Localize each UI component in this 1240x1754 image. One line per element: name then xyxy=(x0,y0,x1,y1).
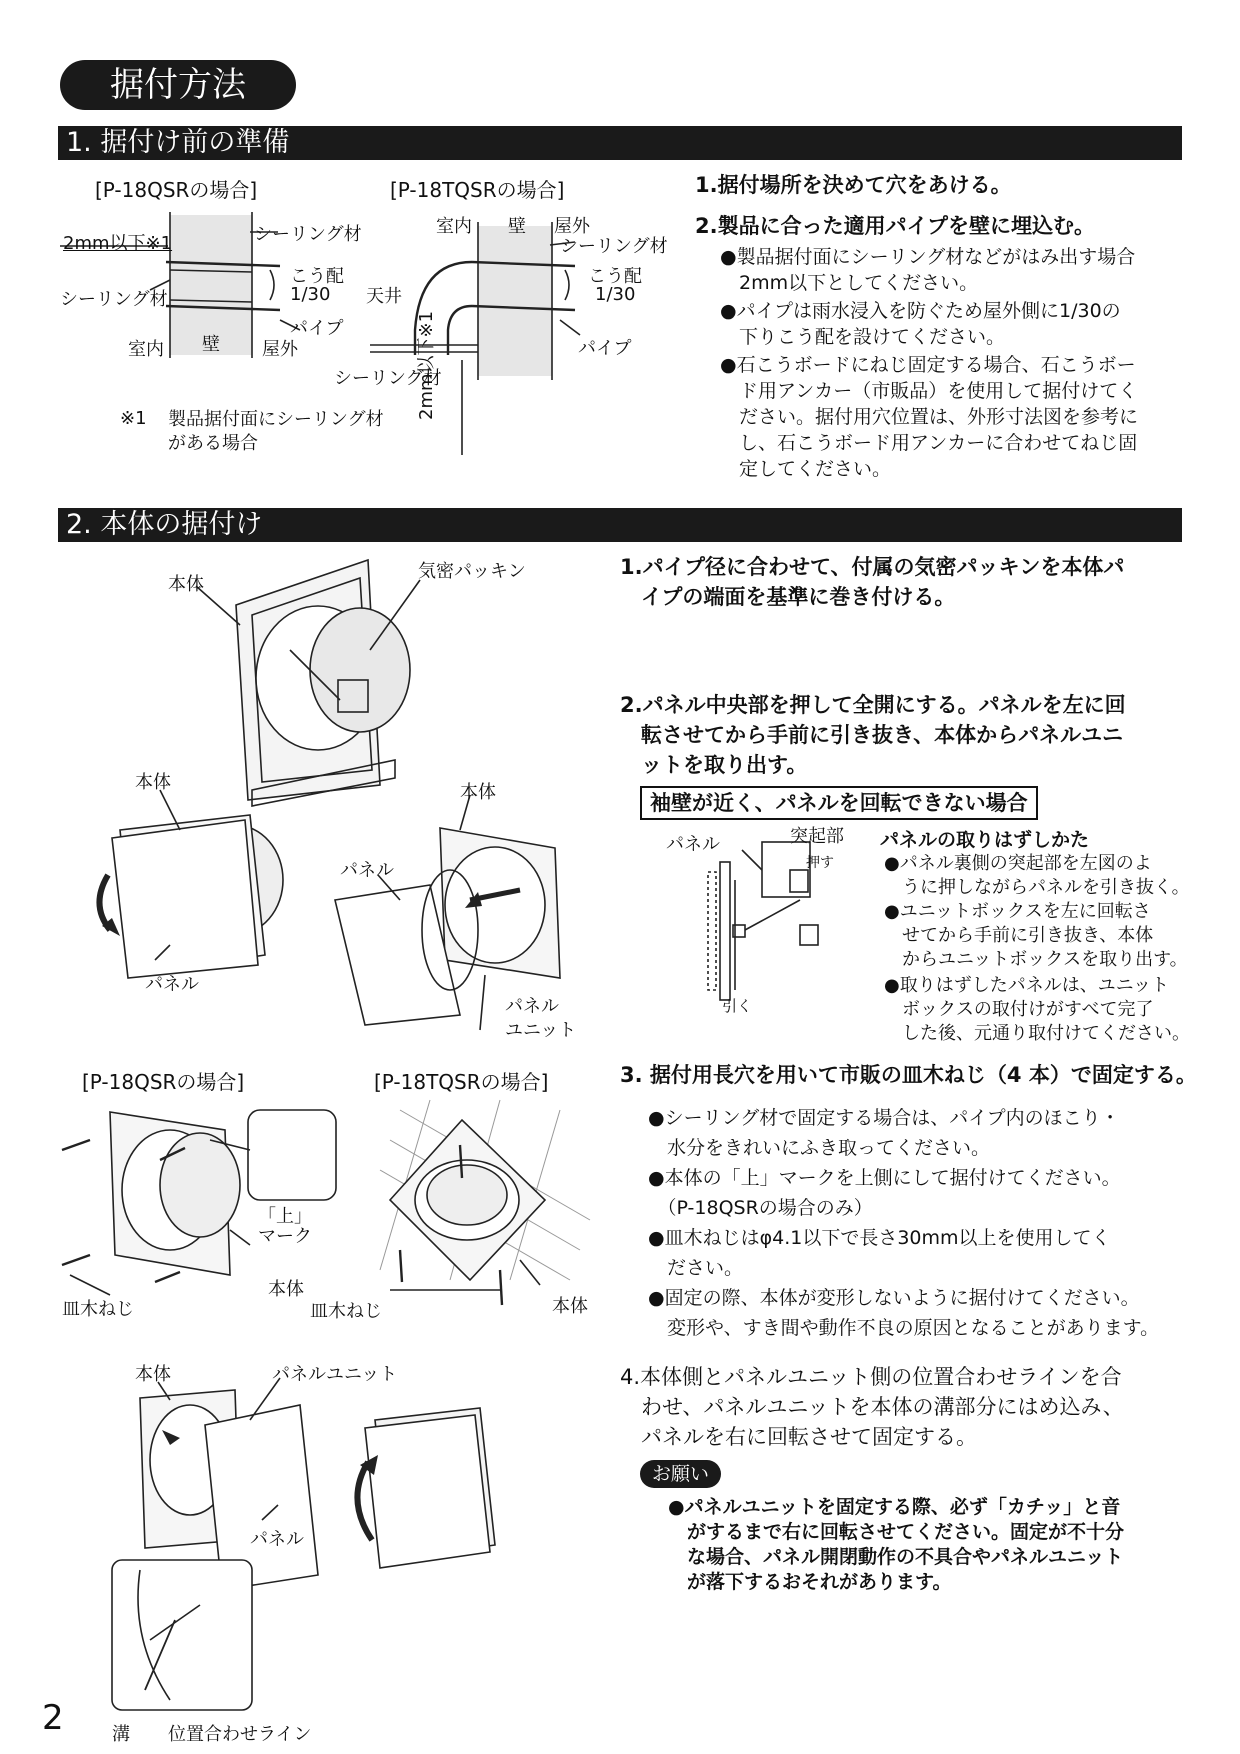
fig2-panel-left: パネル xyxy=(145,974,199,995)
fig2-panel-right: パネル xyxy=(340,860,394,881)
fig-a-outdoor: 屋外 xyxy=(262,339,298,360)
fig-a-slope: こう配 xyxy=(290,266,344,287)
fig-a-sealing-left: シーリング材 xyxy=(60,289,168,310)
fig2-panel-unit: パネル ユニット xyxy=(505,996,577,1041)
small-fig-protrusion: 突起部 xyxy=(790,826,844,847)
step3-bullet-2: ●本体の「上」マークを上側にして据付けてください。 （P-18QSRの場合のみ） xyxy=(648,1167,1121,1219)
fig3-body-a: 本体 xyxy=(268,1279,304,1300)
fig-a-sealing-top: シーリング材 xyxy=(254,224,362,245)
s2-step2: 2.パネル中央部を押して全開にする。パネルを左に回 転させてから手前に引き抜き、本体からパネルユニ ットを取り出す。 xyxy=(620,693,1126,777)
fig4-body: 本体 xyxy=(135,1364,171,1385)
fig3-caption-b: [P-18TQSRの場合] xyxy=(374,1070,549,1094)
fig-b-indoor: 室内 xyxy=(436,216,472,237)
section2-heading: 2. 本体の据付け xyxy=(58,508,1182,542)
onegai-badge: お願い xyxy=(640,1460,721,1488)
side-wall-box-heading: 袖壁が近く、パネルを回転できない場合 xyxy=(640,786,1038,820)
fig4-groove: 溝 xyxy=(112,1724,130,1745)
page-number: 2 xyxy=(42,1698,64,1738)
remove-heading: パネルの取りはずしかた xyxy=(880,829,1090,851)
fig-a-2mm-label: 2mm以下※1 xyxy=(63,233,173,254)
fig-b-outdoor: 屋外 xyxy=(554,216,590,237)
s1-bullet-1: ●製品据付面にシーリング材などがはみ出す場合 2mm以下としてください。 xyxy=(720,246,1136,294)
fig-a-slope-value: 1/30 xyxy=(290,284,331,305)
fig-b-caption: [P-18TQSRの場合] xyxy=(390,178,565,202)
section1-heading: 1. 据付け前の準備 xyxy=(58,126,1182,160)
remove-bullet-2: ●ユニットボックスを左に回転さ せてから手前に引き抜き、本体 からユニットボックスを取り出す。 xyxy=(884,901,1188,970)
small-fig-pull: 引く xyxy=(722,997,753,1015)
fig3-screw-b: 皿木ねじ xyxy=(310,1301,382,1322)
s2-step3: 3. 据付用長穴を用いて市販の皿木ねじ（4 本）で固定する。 xyxy=(620,1063,1197,1087)
fig-a-indoor: 室内 xyxy=(128,339,164,360)
page-title: 据付方法 xyxy=(60,60,296,110)
footnote-text: 製品据付面にシーリング材 がある場合 xyxy=(168,409,384,454)
s2-step4: 4.本体側とパネルユニット側の位置合わせラインを合 わせ、パネルユニットを本体の溝部分にはめ込み、 パネルを右に回転させて固定する。 xyxy=(620,1365,1124,1449)
fig-b-slope-value: 1/30 xyxy=(595,284,636,305)
s1-bullet-3: ●石こうボードにねじ固定する場合、石こうボー ド用アンカー（市販品）を使用して据付けてく ださい。据付用穴位置は、外形寸法図を参考に し、石こうボード用アンカーに合わせてねじ固 定してください。 xyxy=(720,354,1139,480)
step3-bullet-4: ●固定の際、本体が変形しないように据付けてください。 変形や、すき間や動作不良の原因となることがあります。 xyxy=(648,1287,1160,1339)
fig-b-pipe: パイプ xyxy=(578,338,632,359)
s1-step2: 2.製品に合った適用パイプを壁に埋込む。 xyxy=(695,214,1095,238)
fig-a-caption: [P-18QSRの場合] xyxy=(95,178,258,202)
fig4-panel-unit: パネルユニット xyxy=(272,1364,398,1385)
fig-b-slope: こう配 xyxy=(588,266,642,287)
small-fig-panel: パネル xyxy=(666,834,720,855)
panel-unit-install-illustration xyxy=(0,0,1,1)
fig3-body-b: 本体 xyxy=(552,1296,588,1317)
step3-bullet-1: ●シーリング材で固定する場合は、パイプ内のほこり・ 水分をきれいにふき取ってください。 xyxy=(648,1107,1120,1159)
footnote-mark: ※1 xyxy=(120,408,147,429)
fig3-caption-a: [P-18QSRの場合] xyxy=(82,1070,245,1094)
remove-bullet-3: ●取りはずしたパネルは、ユニット ボックスの取付けがすべて完了 した後、元通り取付けてください。 xyxy=(884,975,1190,1044)
remove-bullet-1: ●パネル裏側の突起部を左図のよ うに押しながらパネルを引き抜く。 xyxy=(884,853,1190,898)
fig1-gasket-label: 気密パッキン xyxy=(418,561,526,582)
fig4-panel: パネル xyxy=(250,1529,304,1550)
fig1-body-label: 本体 xyxy=(168,574,204,595)
s1-step1: 1.据付場所を決めて穴をあける。 xyxy=(695,173,1012,197)
fig-b-sealing-bottom: シーリング材 xyxy=(334,368,442,389)
fig3-up-mark: 「上」 マーク xyxy=(258,1206,312,1247)
small-fig-push: 押す xyxy=(806,855,834,871)
fig-b-ceiling: 天井 xyxy=(366,286,402,307)
fig-a-wall: 壁 xyxy=(202,334,220,355)
fig-b-wall: 壁 xyxy=(508,216,526,237)
fig4-align-line: 位置合わせライン xyxy=(168,1724,312,1745)
fig-a-pipe: パイプ xyxy=(290,318,344,339)
fig3-screw-a: 皿木ねじ xyxy=(62,1299,134,1320)
fig2-body-left: 本体 xyxy=(135,772,171,793)
s2-step1: 1.パイプ径に合わせて、付属の気密パッキンを本体パ イプの端面を基準に巻き付ける。 xyxy=(620,555,1125,609)
step3-bullet-3: ●皿木ねじはφ4.1以下で長さ30mm以上を使用してく ださい。 xyxy=(648,1227,1111,1279)
onegai-text: ●パネルユニットを固定する際、必ず「カチッ」と音 がするまで右に回転させてください。固定が不十分 な場合、パネル開閉動作の不具合やパネルユニット が落下するおそれがあります。 xyxy=(668,1496,1125,1593)
s1-bullet-2: ●パイプは雨水浸入を防ぐため屋外側に1/30の 下りこう配を設けてください。 xyxy=(720,300,1121,348)
fig-b-2mm-label: 2mm以下※1 xyxy=(416,310,437,420)
fig2-body-right: 本体 xyxy=(460,782,496,803)
fig-b-sealing-top: シーリング材 xyxy=(560,236,668,257)
